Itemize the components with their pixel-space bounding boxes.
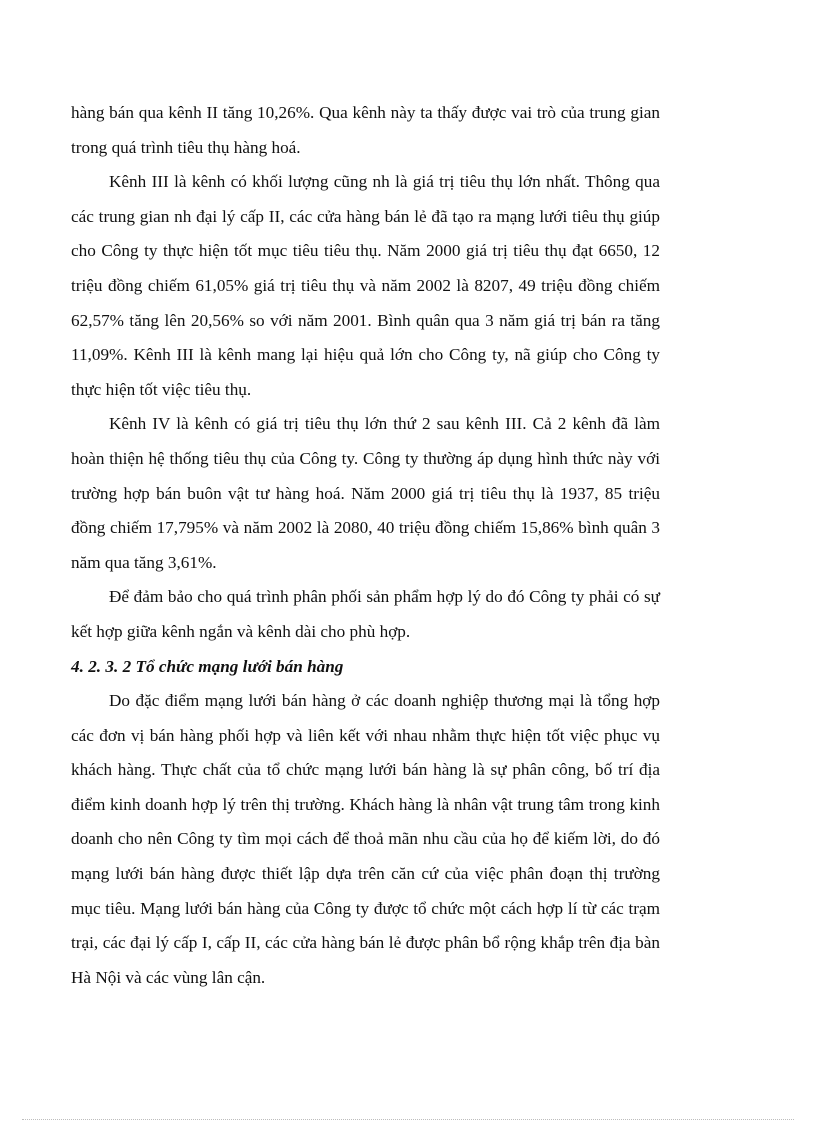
document-page: [71, 96, 660, 995]
page-bottom-divider: [22, 1119, 794, 1120]
paragraph-channel-combination: Để đảm bảo cho quá trình phân phối sản phẩm hợp lý do đó Công ty phải có sự kết hợp giữa kênh ngắn và kênh dài cho phù hợp.: [71, 587, 660, 641]
paragraph-sales-network: Do đặc điểm mạng lưới bán hàng ở các doanh nghiệp thương mại là tổng hợp các đơn vị bán hàng phối hợp và liên kết với nhau nhằm thực hiện tốt việc phục vụ khách hàng. Thực chất của tổ chức mạng lưới bán hàng là sự phân công, bố trí địa điểm kinh doanh hợp lý trên thị trường. Khách hàng là nhân vật trung tâm trong kinh doanh cho nên Công ty tìm mọi cách để thoả mãn nhu cầu của họ để kiếm lời, do đó mạng lưới bán hàng được thiết lập dựa trên căn cứ của việc phân đoạn thị trường mục tiêu. Mạng lưới bán hàng của Công ty được tổ chức một cách hợp lí từ các trạm trại, các đại lý cấp I, cấp II, các cửa hàng bán lẻ được phân bổ rộng khắp trên địa bàn Hà Nội và các vùng lân cận.: [71, 691, 660, 987]
paragraph-channel-2-conclusion: hàng bán qua kênh II tăng 10,26%. Qua kênh này ta thấy được vai trò của trung gian trong quá trình tiêu thụ hàng hoá.: [71, 103, 660, 157]
paragraph-channel-4: Kênh IV là kênh có giá trị tiêu thụ lớn thứ 2 sau kênh III. Cả 2 kênh đã làm hoàn thiện hệ thống tiêu thụ của Công ty. Công ty thường áp dụng hình thức này với trường hợp bán buôn vật tư hàng hoá. Năm 2000 giá trị tiêu thụ là 1937, 85 triệu đồng chiếm 17,795% và năm 2002 là 2080, 40 triệu đồng chiếm 15,86% bình quân 3 năm qua tăng 3,61%.: [71, 414, 660, 572]
section-heading: 4. 2. 3. 2 Tổ chức mạng lưới bán hàng: [71, 656, 344, 676]
paragraph-channel-3: Kênh III là kênh có khối lượng cũng nh là giá trị tiêu thụ lớn nhất. Thông qua các trung gian nh đại lý cấp II, các cửa hàng bán lẻ đã tạo ra mạng lưới tiêu thụ giúp cho Công ty thực hiện tốt mục tiêu tiêu thụ. Năm 2000 giá trị tiêu thụ đạt 6650, 12 triệu đồng chiếm 61,05% giá trị tiêu thụ và năm 2002 là 8207, 49 triệu đồng chiếm 62,57% tăng lên 20,56% so với năm 2001. Bình quân qua 3 năm giá trị bán ra tăng 11,09%. Kênh III là kênh mang lại hiệu quả lớn cho Công ty, nã giúp cho Công ty thực hiện tốt việc tiêu thụ.: [71, 172, 660, 399]
